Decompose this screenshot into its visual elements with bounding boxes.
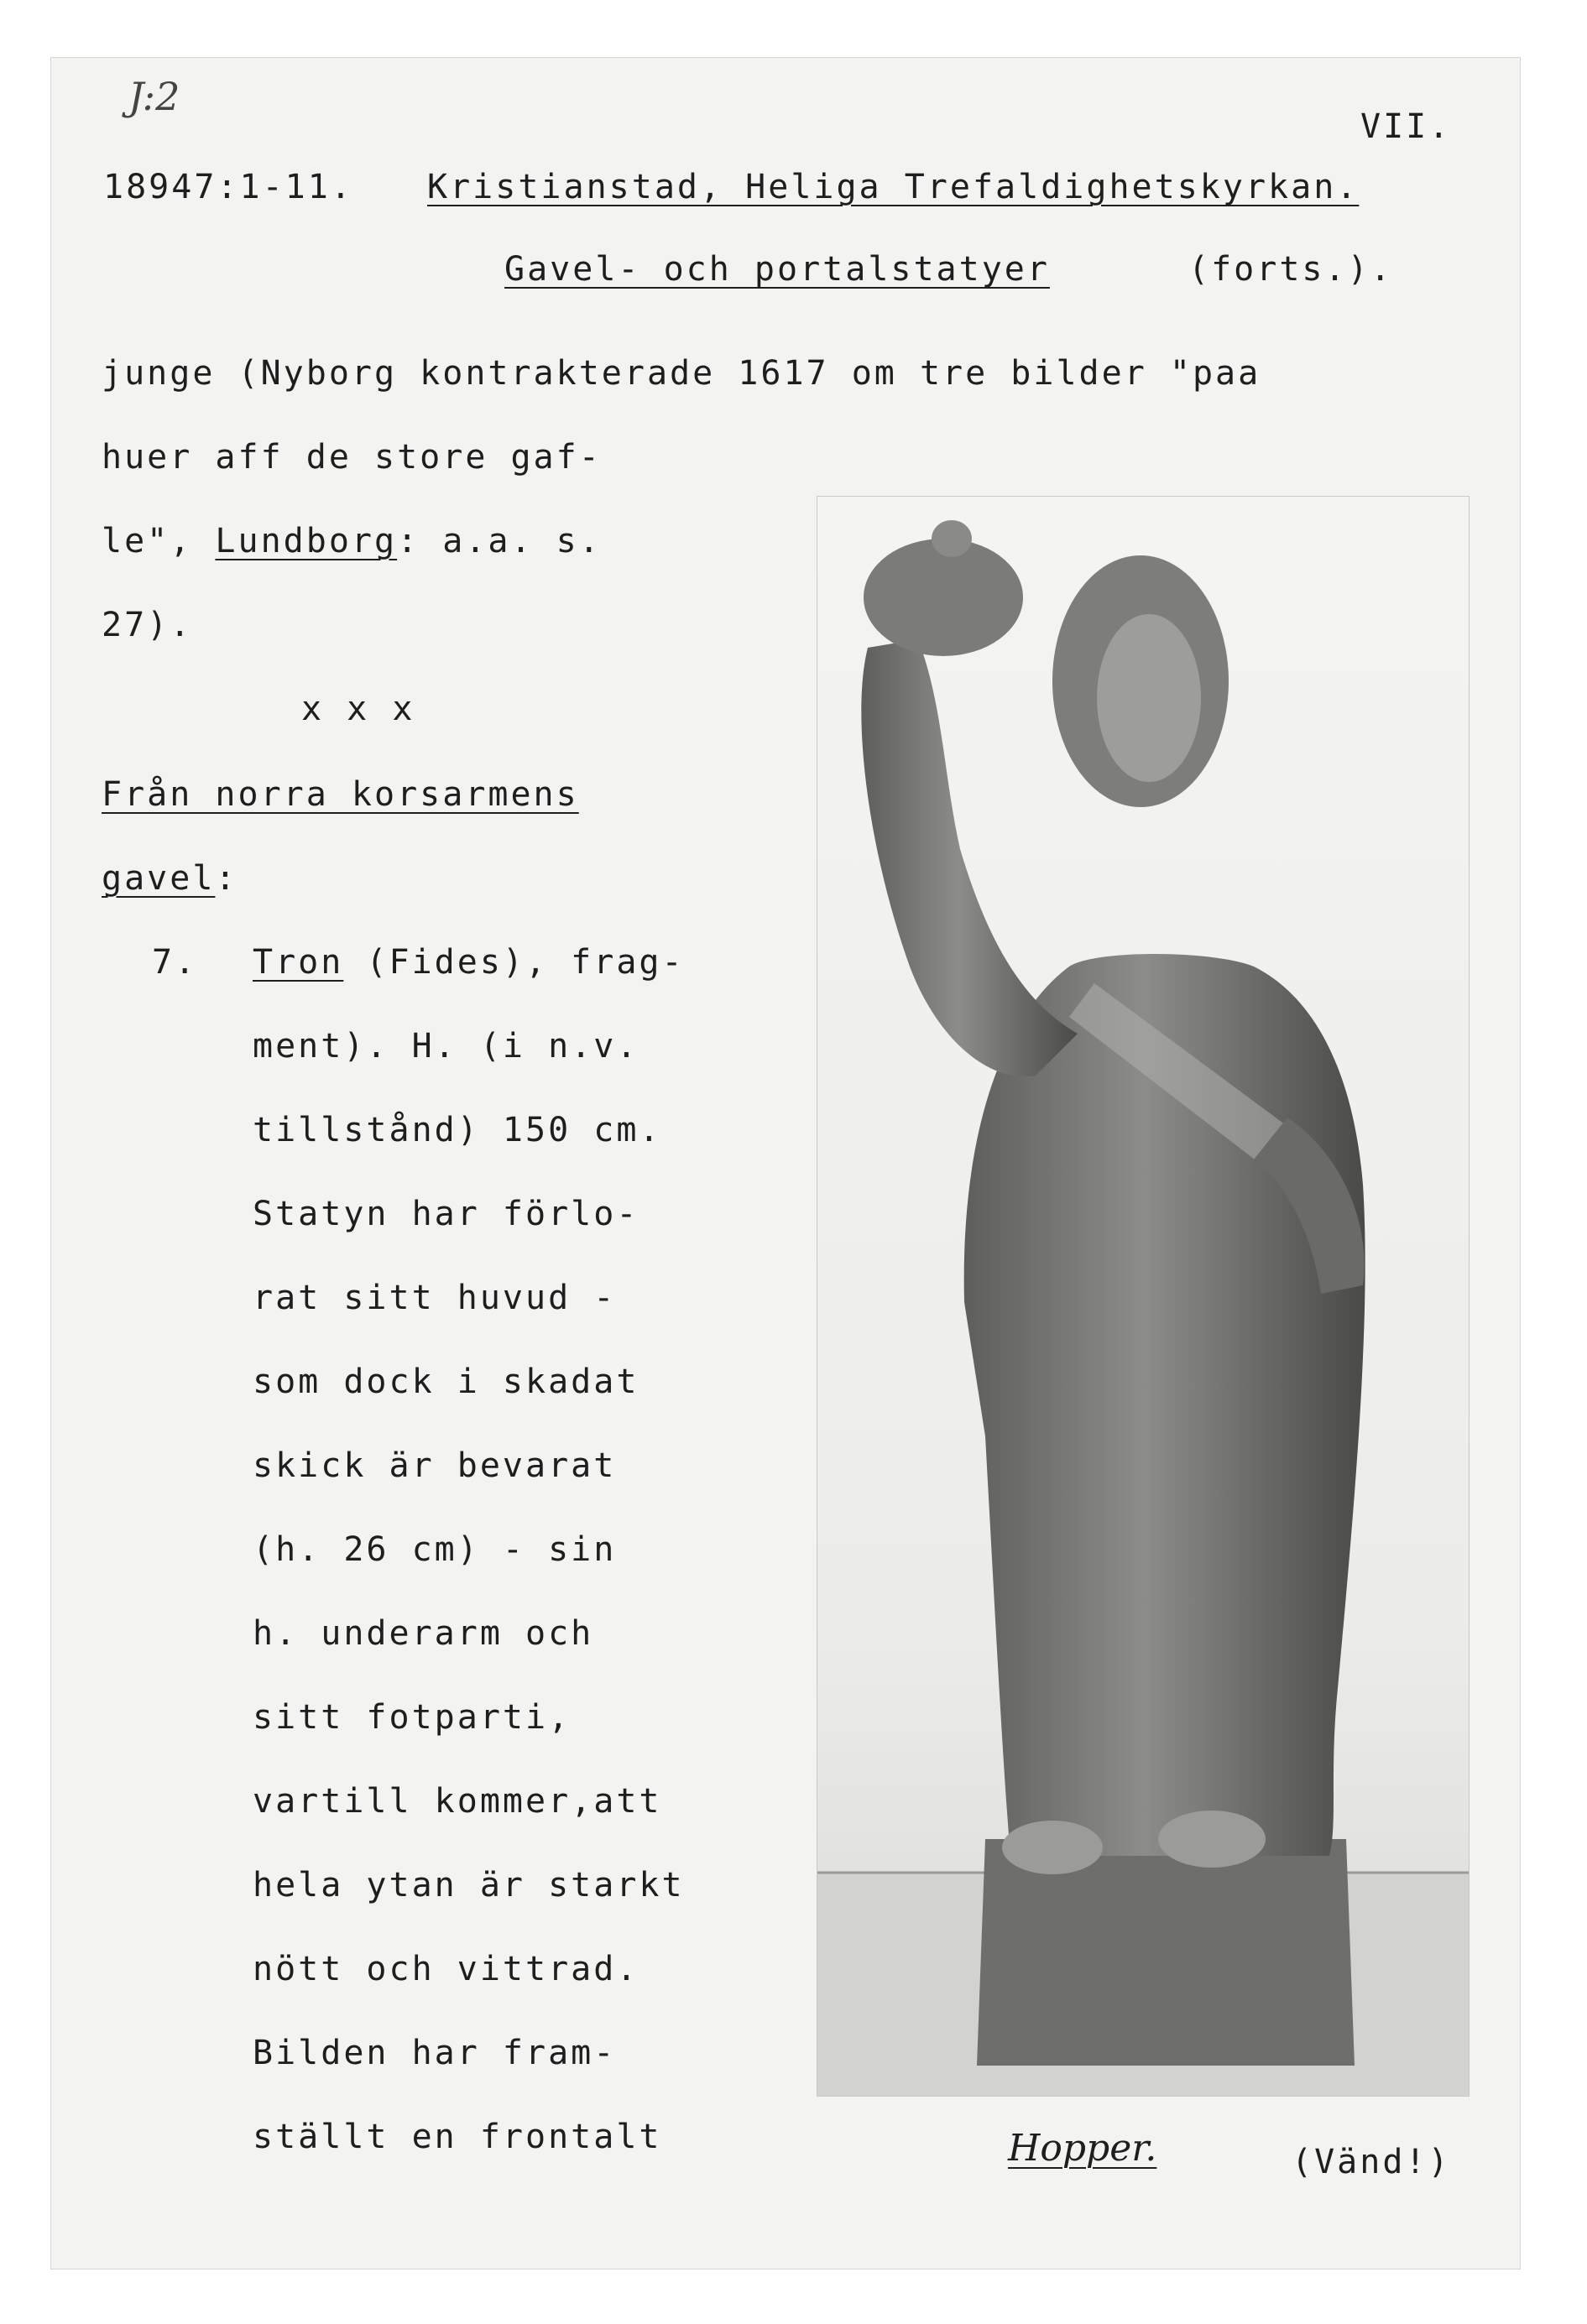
- item-line: vartill kommer,att: [253, 1782, 662, 1821]
- dove: [864, 539, 1023, 656]
- heading-colon: :: [215, 859, 238, 898]
- page-reference: 27).: [102, 606, 193, 644]
- photographer-signature: Hopper.: [1008, 2127, 1157, 2170]
- heading-gavel: gavel: [102, 859, 216, 898]
- section-heading: Från norra korsarmens: [102, 775, 579, 814]
- statue-illustration: [817, 497, 1469, 2096]
- subject-title: Gavel- och portalstatyer: [504, 250, 1050, 289]
- item-line: tillstånd) 150 cm.: [253, 1111, 662, 1149]
- right-foot: [1158, 1811, 1266, 1868]
- turn-over-note: (Vänd!): [1292, 2143, 1451, 2181]
- statue-photograph: [817, 496, 1470, 2097]
- statue-base: [977, 1839, 1355, 2066]
- item-title-rest: (Fides), frag-: [343, 943, 685, 982]
- body-line-2: huer aff de store gaf-: [102, 438, 602, 477]
- item-line: ment). H. (i n.v.: [253, 1027, 639, 1066]
- item-line: ställt en frontalt: [253, 2118, 662, 2156]
- handwritten-reference: J:2: [128, 74, 180, 119]
- item-title-line: [253, 942, 685, 982]
- citation-pre: le",: [102, 522, 216, 560]
- citation-line: [102, 521, 602, 561]
- citation-author: Lundborg: [215, 522, 398, 560]
- catalog-card: [50, 57, 1521, 2269]
- item-line: rat sitt huvud -: [253, 1279, 617, 1317]
- catalog-number: 18947:1-11.: [103, 168, 353, 206]
- continued-marker: (forts.).: [1188, 250, 1393, 289]
- section-number: VII.: [1360, 107, 1452, 146]
- location-title: Kristianstad, Heliga Trefaldighetskyrkan.: [427, 168, 1360, 206]
- item-title: Tron: [253, 943, 344, 982]
- item-line: sitt fotparti,: [253, 1698, 572, 1737]
- item-line: nött och vittrad.: [253, 1950, 639, 1988]
- section-heading-2: [102, 858, 238, 899]
- statue-arm: [861, 639, 1078, 1076]
- item-line: h. underarm och: [253, 1614, 594, 1653]
- item-line: Bilden har fram-: [253, 2034, 617, 2072]
- item-line: skick är bevarat: [253, 1446, 617, 1485]
- item-number: 7.: [152, 943, 198, 982]
- item-line: som dock i skadat: [253, 1363, 639, 1401]
- item-line: hela ytan är starkt: [253, 1866, 685, 1905]
- item-line: (h. 26 cm) - sin: [253, 1530, 617, 1569]
- body-line-1: junge (Nyborg kontrakterade 1617 om tre bilder "paa: [102, 354, 1261, 393]
- item-line: Statyn har förlo-: [253, 1195, 639, 1233]
- section-separator: x x x: [301, 690, 415, 728]
- left-foot: [1002, 1821, 1103, 1874]
- citation-post: : a.a. s.: [397, 522, 602, 560]
